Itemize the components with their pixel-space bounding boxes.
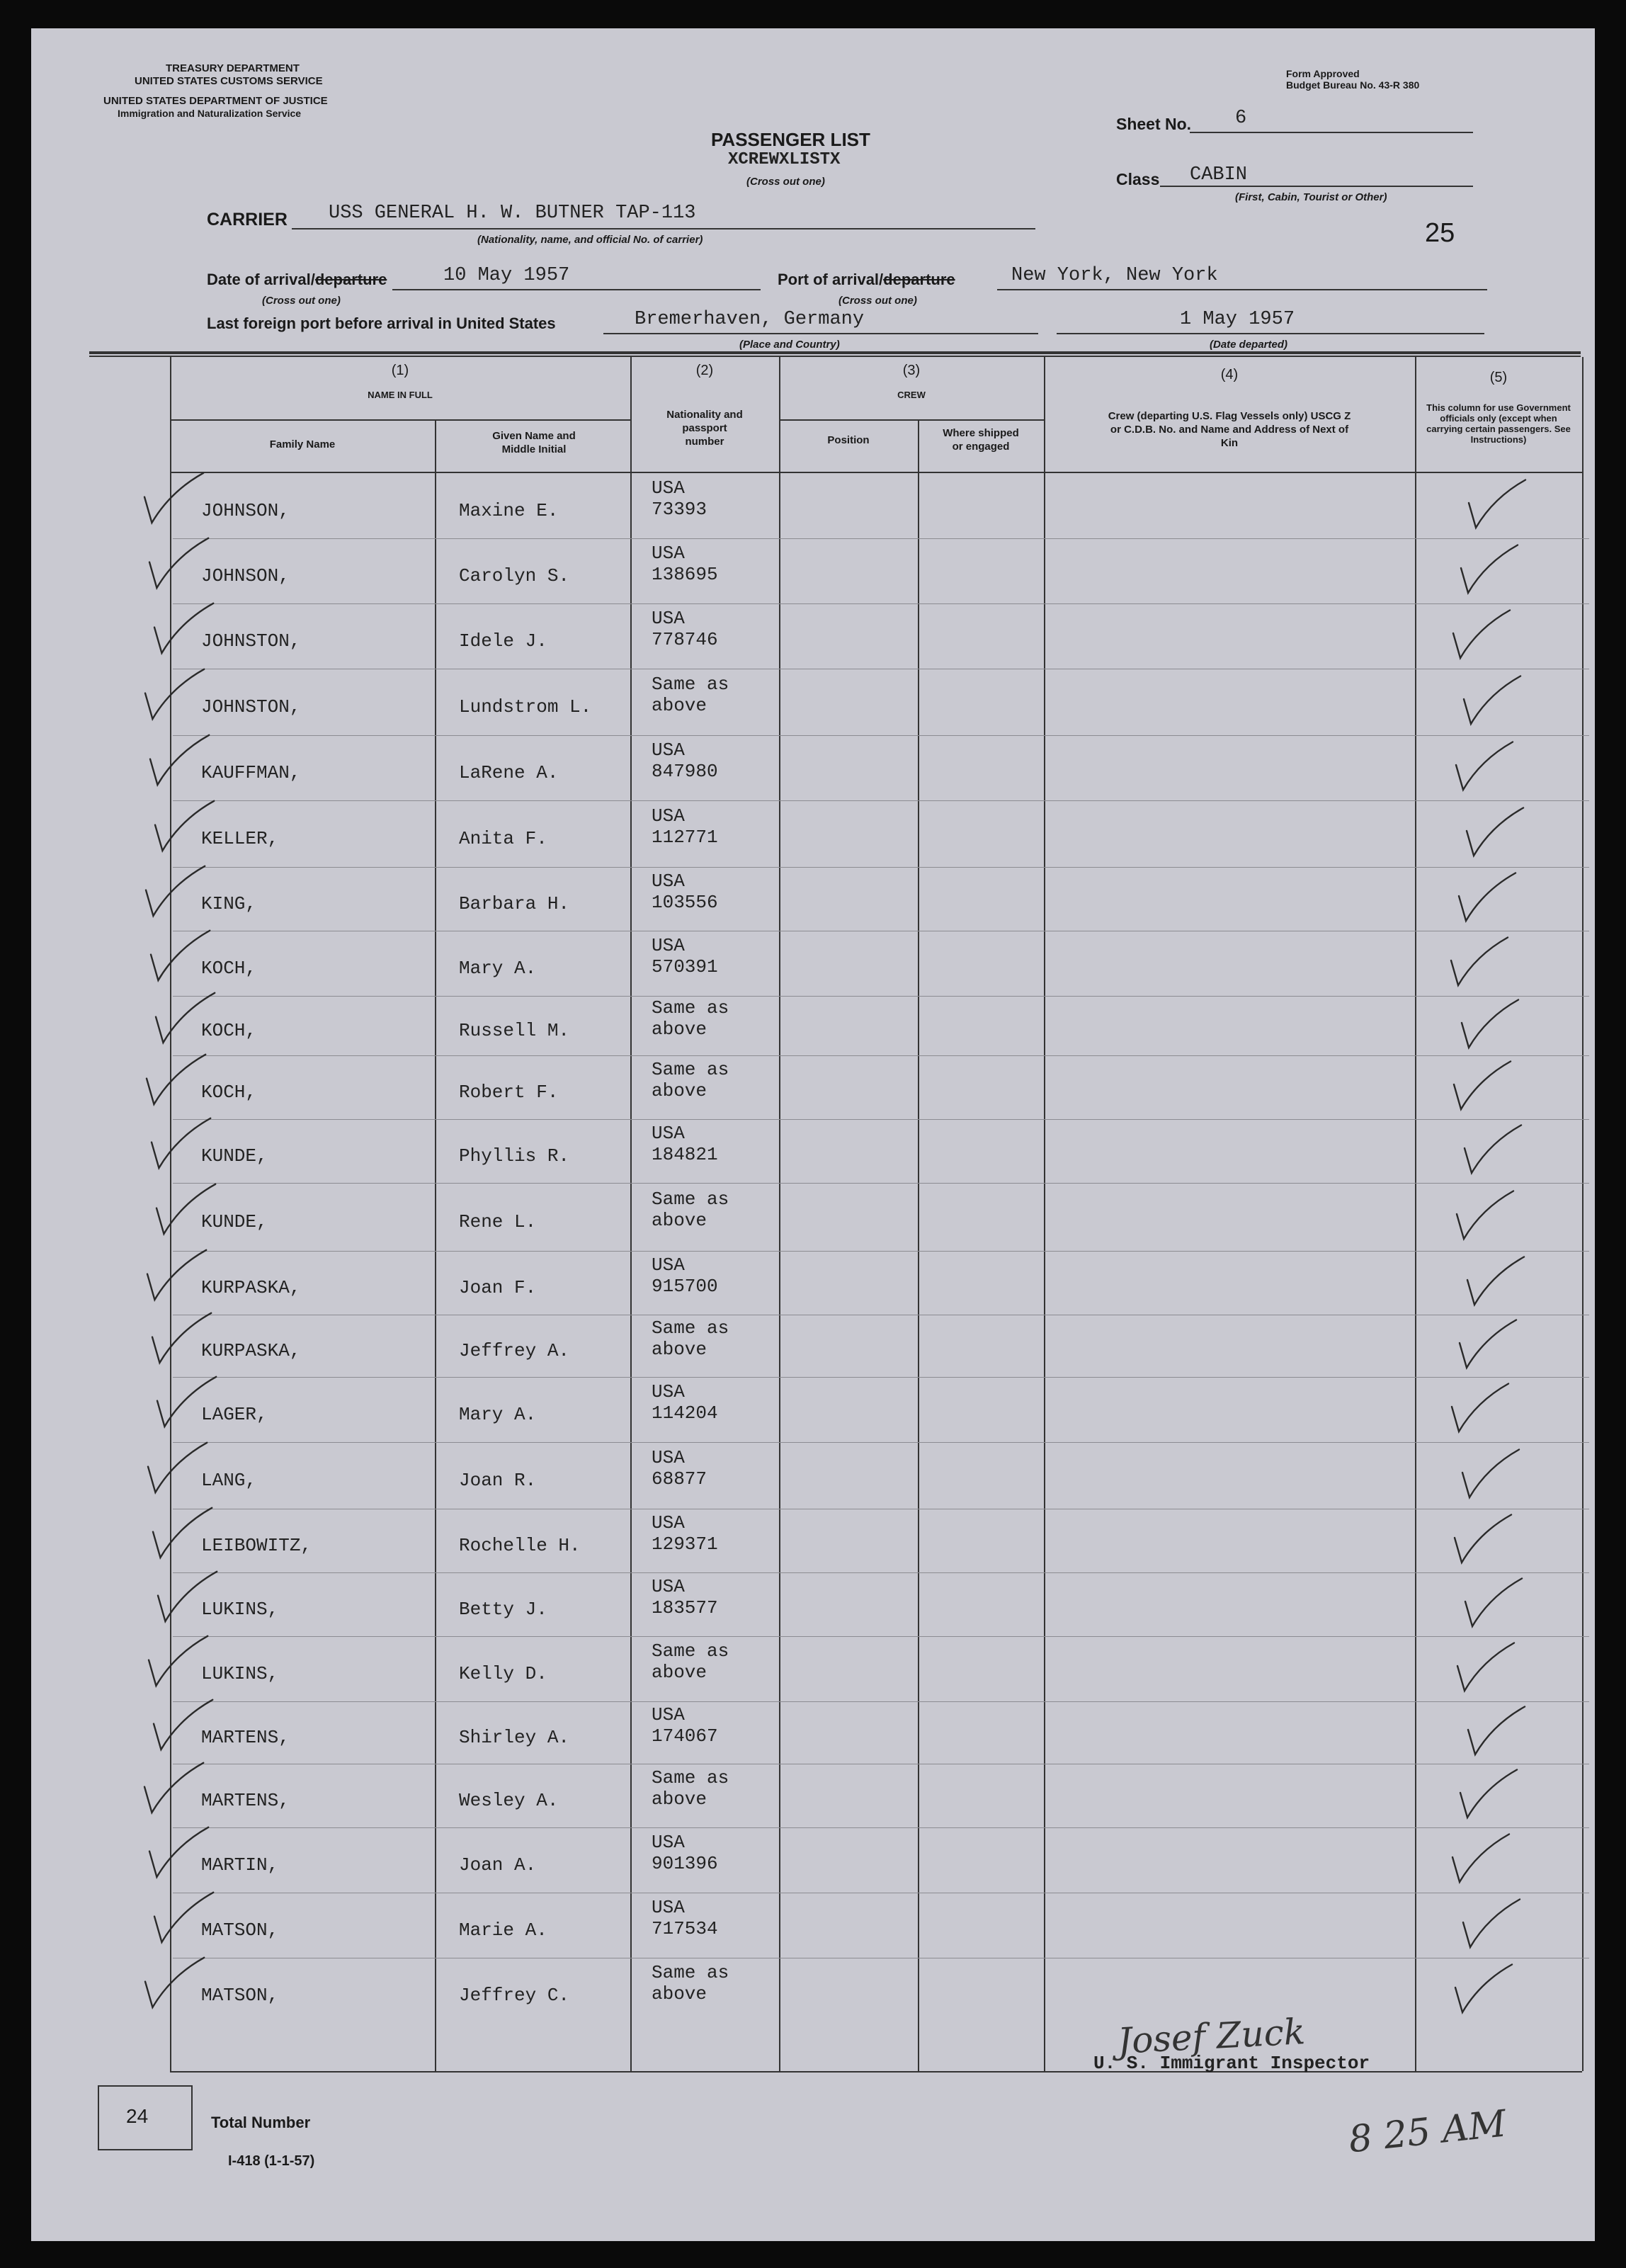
col5-number: (5) bbox=[1489, 370, 1508, 385]
given-name: Jeffrey C. bbox=[459, 1985, 570, 2007]
nationality-line-1: USA bbox=[652, 1897, 685, 1919]
arrival-date: 10 May 1957 bbox=[443, 265, 570, 286]
nationality-line-2: 183577 bbox=[652, 1597, 718, 1619]
nationality-line-1: Same as bbox=[652, 997, 729, 1019]
family-name: KUNDE, bbox=[201, 1145, 268, 1167]
left-check-mark bbox=[148, 1443, 207, 1492]
nationality-line-2: 129371 bbox=[652, 1533, 718, 1555]
nationality-line-1: USA bbox=[652, 608, 685, 630]
family-name: KOCH, bbox=[201, 1020, 257, 1042]
right-check-mark bbox=[1451, 938, 1508, 986]
family-name: JOHNSON, bbox=[201, 500, 290, 522]
form-number: I-418 (1-1-57) bbox=[228, 2153, 315, 2169]
left-check-mark bbox=[150, 735, 209, 785]
total-number-value: 24 bbox=[126, 2105, 149, 2127]
nationality-line-1: USA bbox=[652, 1381, 685, 1403]
given-name: Rene L. bbox=[459, 1211, 537, 1233]
document-sheet bbox=[31, 28, 1595, 2241]
given-name: Lundstrom L. bbox=[459, 696, 592, 718]
col1a-title: Family Name bbox=[269, 438, 336, 450]
nationality-line-2: above bbox=[652, 1788, 707, 1810]
left-check-mark bbox=[147, 1250, 206, 1300]
nationality-line-1: USA bbox=[652, 477, 685, 499]
left-check-mark bbox=[147, 1055, 205, 1104]
agency-line-1: TREASURY DEPARTMENT bbox=[166, 62, 300, 74]
left-check-mark bbox=[151, 931, 210, 980]
given-name: Phyllis R. bbox=[459, 1145, 570, 1167]
left-check-mark bbox=[157, 1377, 216, 1427]
family-name: KURPASKA, bbox=[201, 1277, 301, 1299]
nationality-line-1: Same as bbox=[652, 1317, 729, 1339]
family-name: KAUFFMAN, bbox=[201, 762, 301, 784]
nationality-line-1: USA bbox=[652, 1123, 685, 1145]
col3a-title: Position bbox=[827, 434, 870, 446]
right-check-mark bbox=[1461, 545, 1518, 594]
left-check-mark bbox=[154, 1700, 212, 1750]
arrival-struck: departure bbox=[314, 271, 387, 288]
right-check-mark bbox=[1469, 480, 1525, 528]
nationality-line-1: USA bbox=[652, 1512, 685, 1534]
right-check-mark bbox=[1465, 1579, 1522, 1627]
given-name: Maxine E. bbox=[459, 500, 559, 522]
family-name: MARTIN, bbox=[201, 1854, 279, 1876]
col4-title: Crew (departing U.S. Flag Vessels only) USCG Z or C.D.B. No. and Name and Address of Next of Kin bbox=[1108, 410, 1351, 449]
nationality-line-2: above bbox=[652, 695, 707, 717]
nationality-line-1: Same as bbox=[652, 1962, 729, 1984]
class-value: CABIN bbox=[1190, 164, 1248, 186]
left-check-mark bbox=[149, 1827, 208, 1877]
family-name: KELLER, bbox=[201, 828, 279, 850]
family-name: KURPASKA, bbox=[201, 1340, 301, 1362]
left-check-mark bbox=[156, 993, 215, 1043]
right-check-mark bbox=[1467, 1257, 1524, 1305]
lastport-value: Bremerhaven, Germany bbox=[635, 309, 865, 330]
nationality-line-1: Same as bbox=[652, 1767, 729, 1789]
given-name: Robert F. bbox=[459, 1082, 559, 1104]
nationality-line-2: 112771 bbox=[652, 827, 718, 849]
given-name: Mary A. bbox=[459, 1404, 537, 1426]
left-check-mark bbox=[144, 1763, 203, 1813]
family-name: JOHNSON, bbox=[201, 565, 290, 587]
nationality-line-1: USA bbox=[652, 1832, 685, 1854]
family-name: MATSON, bbox=[201, 1920, 279, 1941]
agency-line-4: Immigration and Naturalization Service bbox=[118, 108, 302, 119]
inspector-label: U. S. Immigrant Inspector bbox=[1093, 2053, 1370, 2074]
right-check-mark bbox=[1459, 873, 1516, 922]
given-name: Jeffrey A. bbox=[459, 1340, 570, 1362]
right-check-mark bbox=[1465, 1126, 1521, 1174]
family-name: JOHNSTON, bbox=[201, 696, 301, 718]
agency-line-2: UNITED STATES CUSTOMS SERVICE bbox=[135, 75, 323, 87]
arrival-label-text: Date of arrival/ bbox=[207, 271, 315, 288]
family-name: KOCH, bbox=[201, 1082, 257, 1104]
family-name: MARTENS, bbox=[201, 1727, 290, 1749]
col2-number: (2) bbox=[695, 363, 714, 378]
nationality-line-1: USA bbox=[652, 1576, 685, 1598]
time-note: 8 25 AM bbox=[1346, 2102, 1508, 2162]
nationality-line-2: 114204 bbox=[652, 1402, 718, 1424]
right-check-mark bbox=[1464, 676, 1520, 725]
given-name: Kelly D. bbox=[459, 1663, 547, 1685]
family-name: LUKINS, bbox=[201, 1599, 279, 1621]
col1b-title: Given Name and Middle Initial bbox=[492, 430, 576, 455]
left-check-mark bbox=[154, 1893, 213, 1942]
nationality-line-2: 184821 bbox=[652, 1144, 718, 1166]
col2-title: Nationality and passport number bbox=[666, 409, 743, 448]
right-check-mark bbox=[1454, 1062, 1511, 1110]
nationality-line-2: 138695 bbox=[652, 564, 718, 586]
nationality-line-1: USA bbox=[652, 805, 685, 827]
family-name: LEIBOWITZ, bbox=[201, 1535, 312, 1557]
left-check-mark bbox=[146, 866, 205, 916]
left-check-mark bbox=[149, 1636, 207, 1686]
nationality-line-2: above bbox=[652, 1983, 707, 2005]
right-check-mark bbox=[1452, 1384, 1508, 1432]
sheet-label: Sheet No. bbox=[1116, 115, 1192, 133]
carrier-note: (Nationality, name, and official No. of carrier) bbox=[477, 234, 703, 246]
nationality-line-2: 901396 bbox=[652, 1853, 718, 1875]
family-name: MARTENS, bbox=[201, 1790, 290, 1812]
port-cross-note: (Cross out one) bbox=[838, 295, 917, 307]
left-check-mark bbox=[152, 1313, 211, 1363]
col3-number: (3) bbox=[902, 363, 921, 378]
given-name: Mary A. bbox=[459, 958, 537, 980]
given-name: Joan A. bbox=[459, 1854, 537, 1876]
departed-date: 1 May 1957 bbox=[1180, 309, 1295, 330]
port-struck: departure bbox=[883, 271, 955, 288]
agency-line-3: UNITED STATES DEPARTMENT OF JUSTICE bbox=[103, 95, 328, 107]
nationality-line-2: above bbox=[652, 1662, 707, 1684]
nationality-line-1: USA bbox=[652, 1704, 685, 1726]
right-check-mark bbox=[1457, 1643, 1514, 1691]
right-check-mark bbox=[1456, 742, 1513, 790]
nationality-line-2: above bbox=[652, 1210, 707, 1232]
nationality-line-2: 778746 bbox=[652, 629, 718, 651]
nationality-line-1: Same as bbox=[652, 1059, 729, 1081]
form-approved: Form Approved bbox=[1286, 68, 1360, 79]
nationality-line-2: 103556 bbox=[652, 892, 718, 914]
col3b-title: Where shipped or engaged bbox=[943, 427, 1019, 453]
given-name: Anita F. bbox=[459, 828, 547, 850]
nationality-line-1: USA bbox=[652, 935, 685, 957]
nationality-line-1: USA bbox=[652, 871, 685, 892]
right-check-mark bbox=[1467, 808, 1523, 856]
col1-number: (1) bbox=[391, 363, 409, 378]
col1-title: NAME IN FULL bbox=[368, 390, 433, 400]
right-check-mark bbox=[1462, 1450, 1519, 1498]
left-check-mark bbox=[158, 1572, 217, 1621]
signature: Josef Zuck bbox=[1116, 2011, 1307, 2062]
given-name: LaRene A. bbox=[459, 762, 559, 784]
page-title: PASSENGER LIST bbox=[711, 129, 870, 150]
lastport-label: Last foreign port before arrival in United States bbox=[207, 314, 556, 332]
nationality-line-2: 847980 bbox=[652, 761, 718, 783]
class-label: Class bbox=[1116, 170, 1160, 188]
total-number-label: Total Number bbox=[211, 2114, 311, 2131]
left-check-mark bbox=[145, 1958, 204, 2007]
sheet-number: 6 bbox=[1235, 108, 1247, 129]
carrier-label: CARRIER bbox=[207, 210, 288, 229]
class-note: (First, Cabin, Tourist or Other) bbox=[1235, 191, 1387, 203]
departed-note: (Date departed) bbox=[1210, 339, 1288, 351]
nationality-line-2: 73393 bbox=[652, 499, 707, 521]
family-name: KUNDE, bbox=[201, 1211, 268, 1233]
carrier-value: USS GENERAL H. W. BUTNER TAP-113 bbox=[329, 203, 696, 224]
left-check-mark bbox=[149, 538, 208, 588]
left-check-mark bbox=[154, 603, 213, 653]
col5-title: This column for use Government officials only (except when carrying certain passengers. See Instructions) bbox=[1426, 402, 1571, 445]
nationality-line-1: USA bbox=[652, 739, 685, 761]
left-check-mark bbox=[153, 1508, 212, 1558]
given-name: Rochelle H. bbox=[459, 1535, 581, 1557]
given-name: Barbara H. bbox=[459, 893, 570, 915]
nationality-line-2: 570391 bbox=[652, 956, 718, 978]
nationality-line-1: USA bbox=[652, 1447, 685, 1469]
given-name: Marie A. bbox=[459, 1920, 547, 1941]
left-check-mark bbox=[145, 669, 204, 719]
family-name: JOHNSTON, bbox=[201, 630, 301, 652]
right-check-mark bbox=[1463, 1900, 1520, 1948]
port-value: New York, New York bbox=[1011, 265, 1218, 286]
given-name: Shirley A. bbox=[459, 1727, 570, 1749]
right-check-mark bbox=[1462, 1000, 1518, 1048]
family-name: LAGER, bbox=[201, 1404, 268, 1426]
right-check-mark bbox=[1457, 1191, 1513, 1240]
family-name: KOCH, bbox=[201, 958, 257, 980]
nationality-line-2: above bbox=[652, 1019, 707, 1041]
check-marks bbox=[31, 28, 1595, 2241]
port-label-text: Port of arrival/ bbox=[778, 271, 884, 288]
left-check-mark bbox=[144, 473, 203, 523]
family-name: MATSON, bbox=[201, 1985, 279, 2007]
nationality-line-1: Same as bbox=[652, 1640, 729, 1662]
col3-title: CREW bbox=[897, 390, 926, 400]
right-check-mark bbox=[1460, 1770, 1517, 1818]
nationality-line-2: 174067 bbox=[652, 1725, 718, 1747]
nationality-line-2: 717534 bbox=[652, 1918, 718, 1940]
right-check-mark bbox=[1460, 1320, 1516, 1368]
title-cross-note: (Cross out one) bbox=[746, 176, 825, 188]
nationality-line-2: above bbox=[652, 1339, 707, 1361]
nationality-line-2: 68877 bbox=[652, 1468, 707, 1490]
nationality-line-1: Same as bbox=[652, 1189, 729, 1210]
left-check-mark bbox=[152, 1118, 210, 1168]
given-name: Wesley A. bbox=[459, 1790, 559, 1812]
right-check-mark bbox=[1455, 1965, 1512, 2013]
left-check-mark bbox=[157, 1184, 215, 1234]
nationality-line-1: USA bbox=[652, 543, 685, 565]
crew-list-struck: XCREWXLISTX bbox=[728, 150, 841, 169]
left-check-mark bbox=[155, 801, 214, 851]
family-name: LUKINS, bbox=[201, 1663, 279, 1685]
nationality-line-1: Same as bbox=[652, 674, 729, 696]
family-name: KING, bbox=[201, 893, 257, 915]
right-check-mark bbox=[1468, 1707, 1525, 1755]
nationality-line-2: 915700 bbox=[652, 1276, 718, 1298]
given-name: Idele J. bbox=[459, 630, 547, 652]
col4-number: (4) bbox=[1220, 367, 1239, 382]
budget-bureau-no: Budget Bureau No. 43-R 380 bbox=[1286, 79, 1420, 91]
given-name: Betty J. bbox=[459, 1599, 547, 1621]
given-name: Joan R. bbox=[459, 1470, 537, 1492]
nationality-line-2: above bbox=[652, 1080, 707, 1102]
given-name: Russell M. bbox=[459, 1020, 570, 1042]
lastport-note: (Place and Country) bbox=[739, 339, 840, 351]
given-name: Carolyn S. bbox=[459, 565, 570, 587]
arrival-cross-note: (Cross out one) bbox=[262, 295, 341, 307]
right-check-mark bbox=[1452, 1835, 1509, 1883]
right-check-mark bbox=[1453, 611, 1510, 659]
nationality-line-1: USA bbox=[652, 1254, 685, 1276]
family-name: LANG, bbox=[201, 1470, 257, 1492]
page-number: 25 bbox=[1425, 218, 1455, 248]
given-name: Joan F. bbox=[459, 1277, 537, 1299]
right-check-mark bbox=[1455, 1515, 1511, 1563]
